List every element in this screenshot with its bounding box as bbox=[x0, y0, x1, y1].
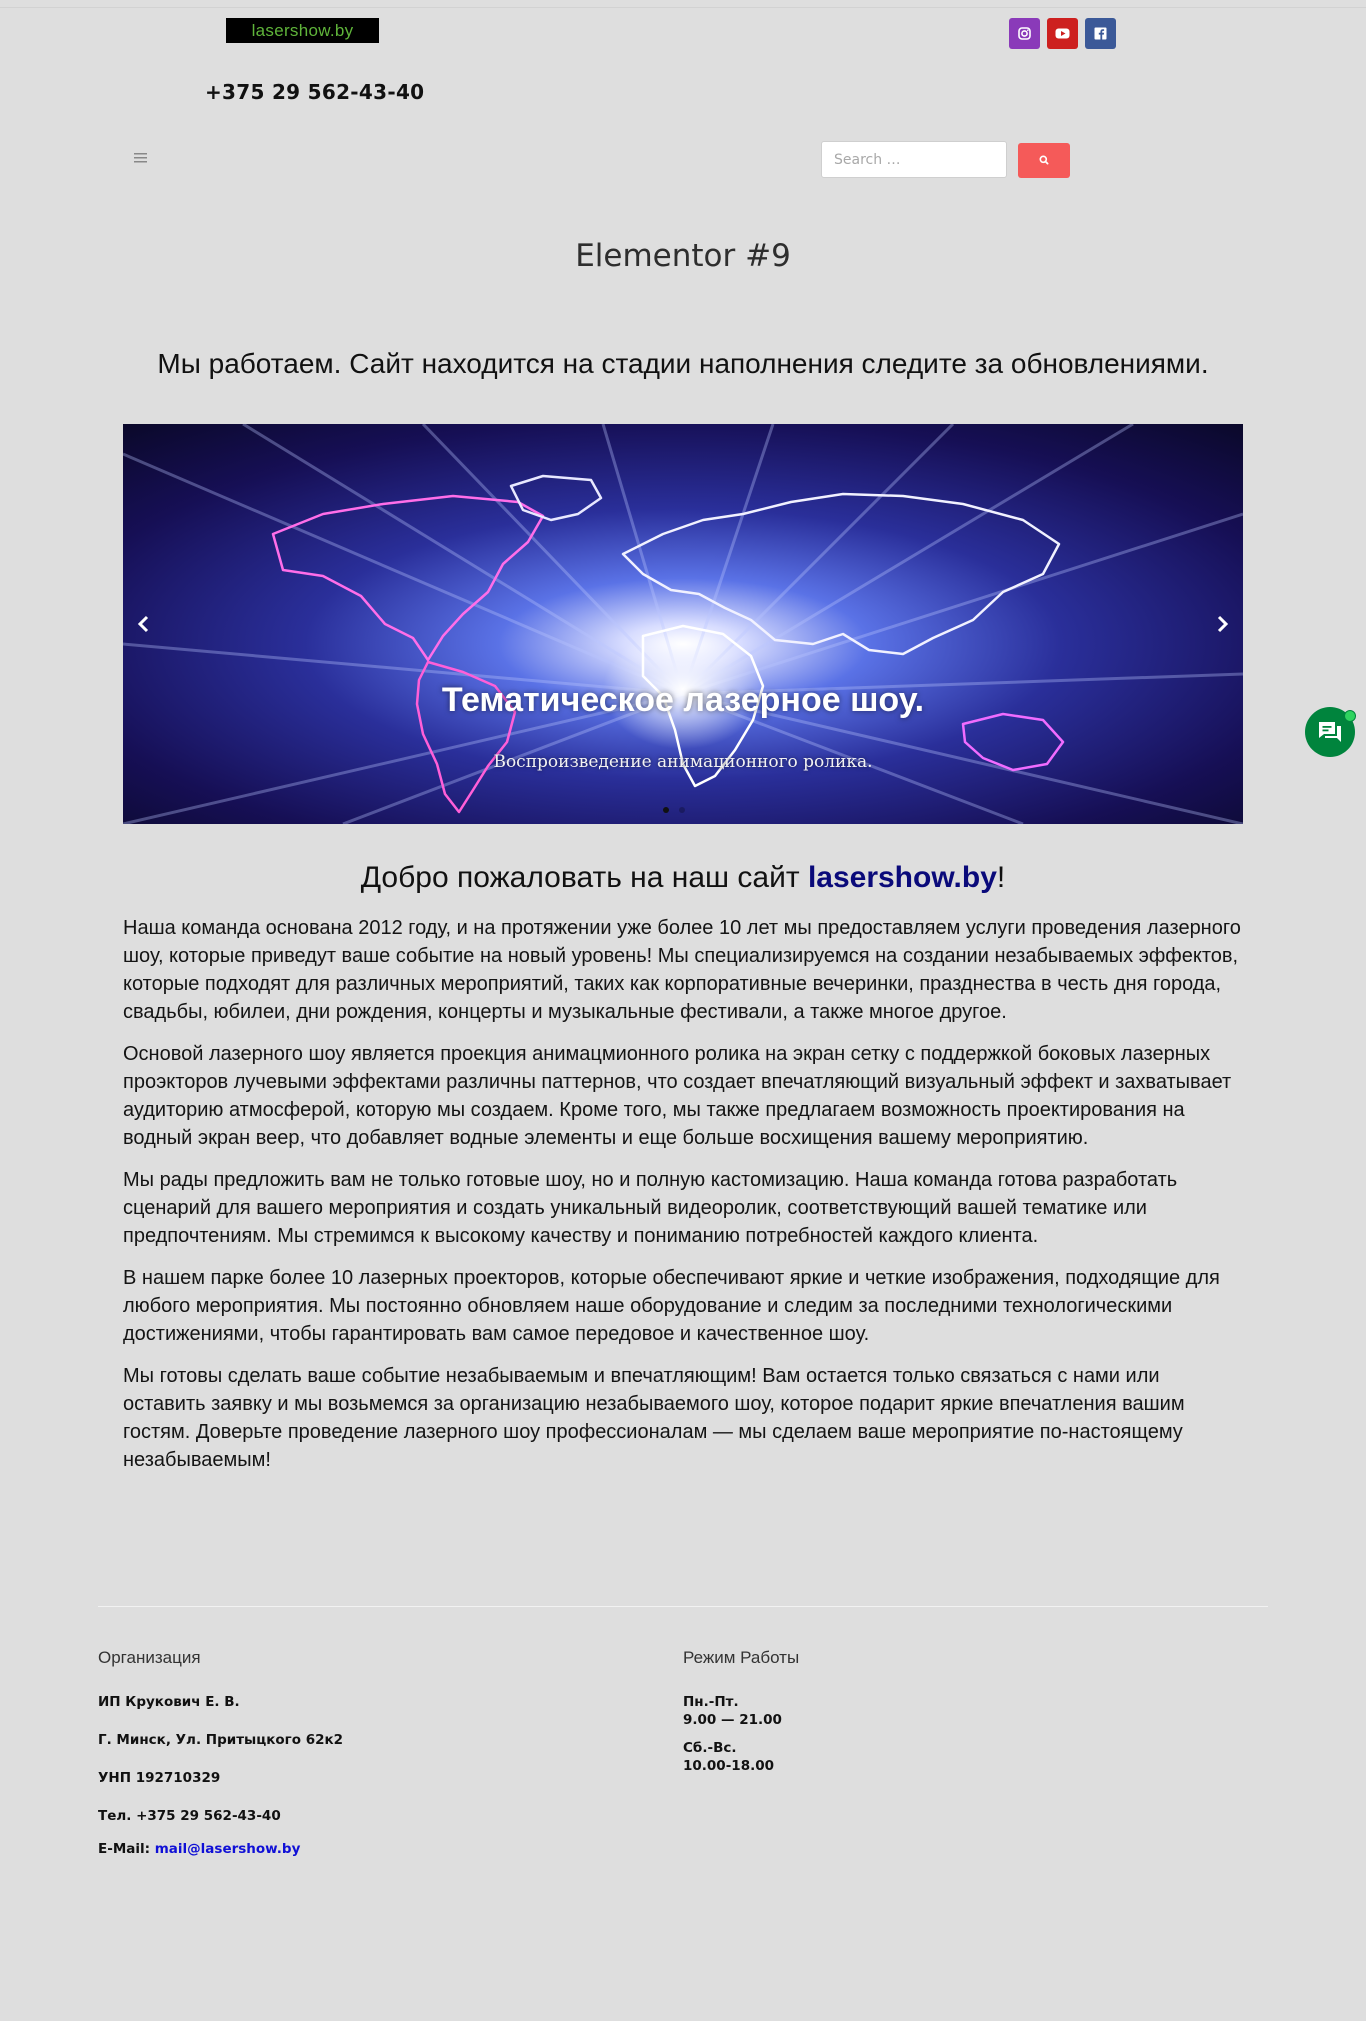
hero-slider[interactable] bbox=[123, 424, 1243, 824]
instagram-link[interactable] bbox=[1009, 18, 1040, 49]
about-paragraph: Мы готовы сделать ваше событие незабываемым и впечатляющим! Вам остается только связаться с нами или оставить заявку и мы возьмемся за организацию незабываемого шоу, которое подарит яркие впечатления вашим гостям. Доверьте проведение лазерного шоу профессионалам — мы сделаем ваше мероприятие по-настоящему незабываемым! bbox=[123, 1365, 1185, 1471]
facebook-icon bbox=[1085, 18, 1116, 49]
youtube-icon bbox=[1047, 18, 1078, 49]
slide-subtitle: Воспроизведение анимационного ролика. bbox=[493, 752, 873, 772]
youtube-link[interactable] bbox=[1047, 18, 1078, 49]
footer-email-link[interactable]: mail@lasershow.by bbox=[154, 1841, 301, 1857]
top-divider bbox=[0, 7, 1366, 8]
header-phone[interactable]: +375 29 562-43-40 bbox=[205, 80, 425, 104]
welcome-prefix: Добро пожаловать на наш сайт bbox=[360, 861, 808, 894]
slider-dot-1[interactable] bbox=[663, 807, 669, 813]
site-notice: Мы работаем. Сайт находится на стадии наполнения следите за обновлениями. bbox=[157, 348, 1209, 379]
instagram-icon bbox=[1009, 18, 1040, 49]
footer-org-name: ИП Крукович Е. В. bbox=[98, 1694, 240, 1710]
menu-toggle-button[interactable] bbox=[133, 150, 149, 166]
search-icon bbox=[1018, 143, 1070, 178]
about-paragraph: В нашем парке более 10 лазерных проекторов, которые обеспечивают яркие и четкие изображения, подходящие для любого мероприятия. Мы постоянно обновляем наше оборудование и следим за последними технологическими достижениями, чтобы гарантировать вам самое передовое и качественное шоу. bbox=[123, 1267, 1220, 1345]
online-status-dot bbox=[1344, 710, 1356, 722]
site-logo[interactable]: lasershow.by bbox=[226, 18, 379, 43]
footer-divider bbox=[98, 1606, 1268, 1607]
slider-next-button[interactable] bbox=[1207, 609, 1237, 639]
about-paragraph: Наша команда основана 2012 году, и на протяжении уже более 10 лет мы предоставляем услуги проведения лазерного шоу, которые приведут ваше событие на новый уровень! Мы специализируемся на создании незабываемых эффектов, которые подходят для различных мероприятий, таких как корпоративные вечеринки, празднества в честь дня города, свадьбы, юбилеи, дни рождения, концерты и музыкальные фестивали, а также многое другое. bbox=[123, 917, 1241, 1023]
about-paragraph: Мы рады предложить вам не только готовые шоу, но и полную кастомизацию. Наша команда готова разработать сценарий для вашего мероприятия и создать уникальный видеоролик, соответствующий вашей тематике или предпочтениям. Мы стремимся к высокому качеству и пониманию потребностей каждого клиента. bbox=[123, 1169, 1178, 1247]
search-input[interactable] bbox=[821, 141, 1007, 178]
chevron-right-icon bbox=[1207, 609, 1237, 639]
welcome-suffix: ! bbox=[996, 861, 1006, 894]
welcome-site-link[interactable]: lasershow.by bbox=[807, 861, 997, 894]
about-paragraph: Основой лазерного шоу является проекция анимацмионного ролика на экран сетку с поддержкой боковых лазерных проэкторов лучевыми эффектами различны паттернов, что создает впечатляющий визуальный эффект и захватывает аудиторию атмосферой, которую мы создаем. Кроме того, мы также предлагаем возможность проектирования на водный экран веер, что добавляет водные элементы и еще больше восхищения вашему мероприятию. bbox=[123, 1043, 1232, 1149]
chevron-left-icon bbox=[129, 609, 159, 639]
footer-org-phone[interactable]: Тел. +375 29 562-43-40 bbox=[98, 1808, 281, 1824]
slider-dot-2[interactable] bbox=[679, 807, 685, 813]
footer-weekdays-hours: 9.00 — 21.00 bbox=[683, 1712, 782, 1728]
footer-weekend-label: Сб.-Вс. bbox=[683, 1740, 737, 1756]
footer-org-email bbox=[98, 1841, 300, 1857]
footer-email-label: E-Mail: bbox=[98, 1841, 155, 1857]
page-title: Elementor #9 bbox=[575, 238, 791, 274]
footer-org-unp: УНП 192710329 bbox=[98, 1770, 221, 1786]
footer-org-heading: Организация bbox=[98, 1648, 201, 1667]
welcome-heading bbox=[0, 861, 1366, 895]
footer-weekend-hours: 10.00-18.00 bbox=[683, 1758, 775, 1774]
about-content bbox=[123, 914, 1243, 1488]
footer-hours-heading: Режим Работы bbox=[683, 1648, 800, 1667]
slide-title: Тематическое лазерное шоу. bbox=[441, 681, 925, 719]
footer-weekdays-label: Пн.-Пт. bbox=[683, 1694, 739, 1710]
footer-org-address: Г. Минск, Ул. Притыцкого 62к2 bbox=[98, 1732, 344, 1748]
hamburger-icon bbox=[133, 150, 149, 166]
slider-prev-button[interactable] bbox=[129, 609, 159, 639]
facebook-link[interactable] bbox=[1085, 18, 1116, 49]
search-button[interactable] bbox=[1018, 143, 1070, 178]
